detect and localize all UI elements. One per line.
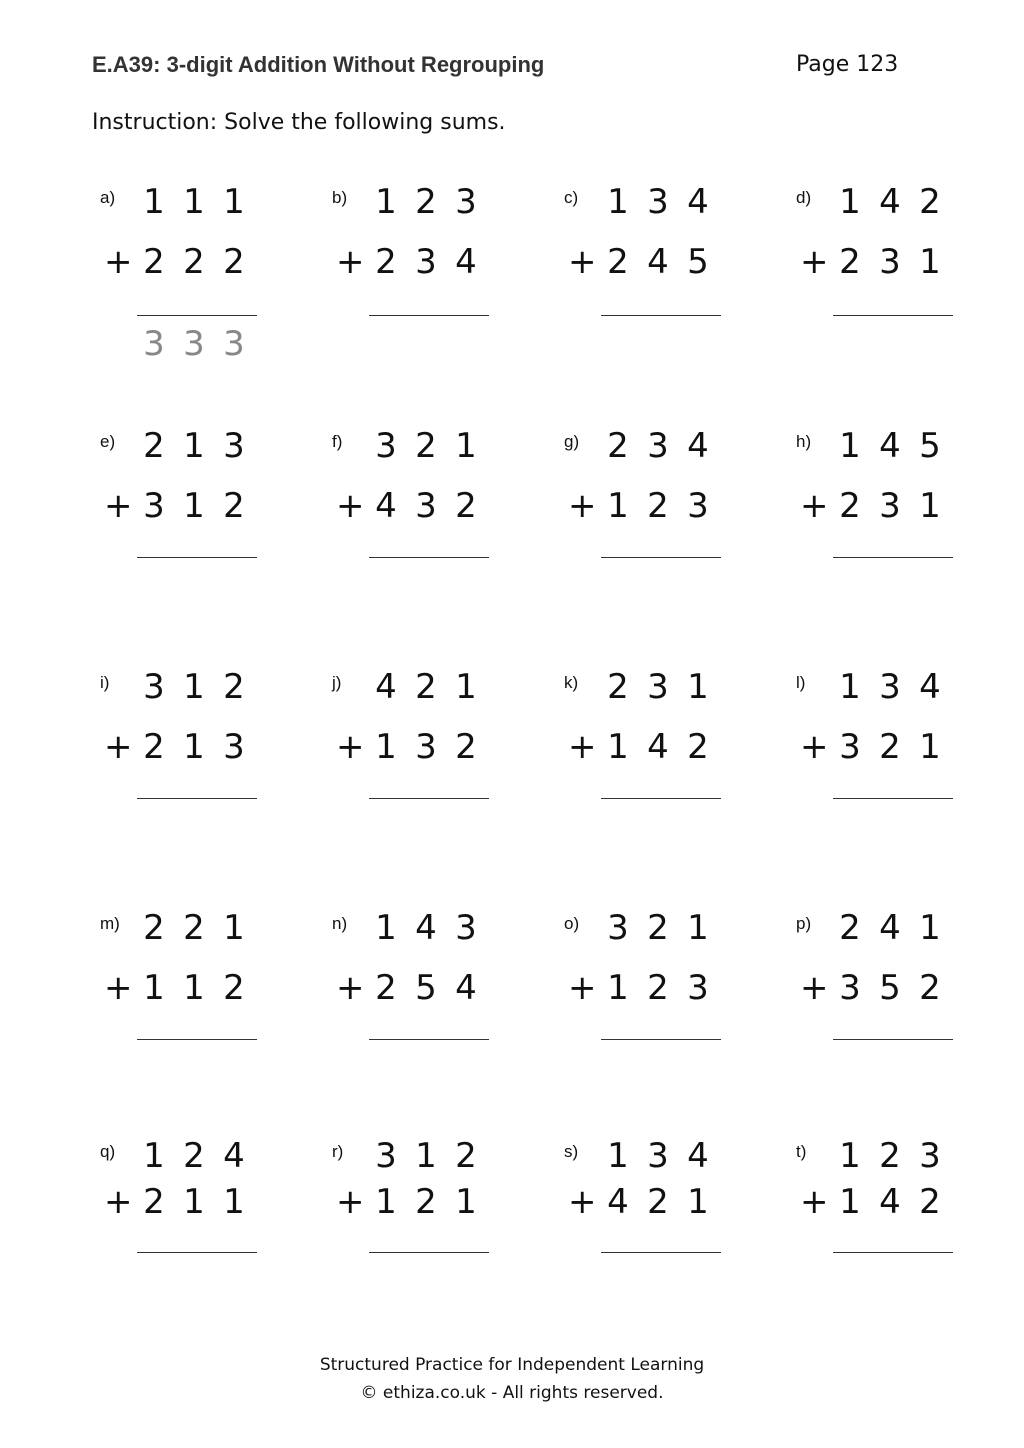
digit: 3 bbox=[375, 426, 397, 466]
answer-line bbox=[601, 798, 721, 799]
answer-line bbox=[137, 798, 257, 799]
digit: 1 bbox=[223, 1182, 245, 1222]
answer-line bbox=[833, 1252, 953, 1253]
digit: 3 bbox=[879, 242, 901, 282]
plus-sign: + bbox=[104, 727, 133, 767]
bottom-addend bbox=[564, 240, 724, 284]
plus-sign: + bbox=[568, 1182, 597, 1222]
bottom-addend bbox=[332, 240, 492, 284]
digit: 4 bbox=[687, 426, 709, 466]
digit: 3 bbox=[919, 1136, 941, 1176]
answer-line bbox=[137, 315, 257, 316]
digit: 1 bbox=[375, 908, 397, 948]
digit: 4 bbox=[647, 242, 669, 282]
digit: 3 bbox=[647, 182, 669, 222]
answer-line bbox=[601, 315, 721, 316]
digit: 2 bbox=[879, 727, 901, 767]
digit: 1 bbox=[839, 426, 861, 466]
problem-h bbox=[796, 426, 966, 584]
digit: 1 bbox=[183, 1182, 205, 1222]
digit: 2 bbox=[607, 242, 629, 282]
page-number: Page 123 bbox=[796, 52, 899, 77]
problem-n bbox=[332, 908, 502, 1066]
plus-sign: + bbox=[800, 242, 829, 282]
problem-g bbox=[564, 426, 734, 584]
digit: 4 bbox=[223, 1136, 245, 1176]
answer-line bbox=[369, 1252, 489, 1253]
digit: 3 bbox=[415, 727, 437, 767]
digit: 1 bbox=[455, 1182, 477, 1222]
digit: 3 bbox=[455, 182, 477, 222]
answer-line bbox=[369, 315, 489, 316]
problem-k bbox=[564, 667, 734, 825]
answer-line bbox=[369, 557, 489, 558]
problem-label: d) bbox=[796, 188, 812, 207]
problem-t bbox=[796, 1136, 966, 1294]
bottom-addend bbox=[332, 966, 492, 1010]
digit: 1 bbox=[455, 426, 477, 466]
problem-label: i) bbox=[100, 673, 110, 692]
digit: 1 bbox=[375, 182, 397, 222]
digit: 2 bbox=[919, 182, 941, 222]
bottom-addend bbox=[100, 725, 260, 769]
bottom-addend bbox=[100, 240, 260, 284]
digit: 2 bbox=[223, 486, 245, 526]
bottom-addend bbox=[332, 1180, 492, 1224]
digit: 4 bbox=[647, 727, 669, 767]
digit: 2 bbox=[647, 486, 669, 526]
digit: 4 bbox=[455, 968, 477, 1008]
problem-label: h) bbox=[796, 432, 812, 451]
answer-line bbox=[601, 557, 721, 558]
plus-sign: + bbox=[800, 968, 829, 1008]
top-addend bbox=[796, 1134, 956, 1178]
plus-sign: + bbox=[568, 968, 597, 1008]
problem-p bbox=[796, 908, 966, 1066]
problem-j bbox=[332, 667, 502, 825]
digit: 2 bbox=[607, 667, 629, 707]
answer-line bbox=[137, 1252, 257, 1253]
digit: 2 bbox=[455, 1136, 477, 1176]
top-addend bbox=[332, 180, 492, 224]
answer-line bbox=[601, 1252, 721, 1253]
top-addend bbox=[100, 1134, 260, 1178]
digit: 5 bbox=[687, 242, 709, 282]
digit: 1 bbox=[919, 908, 941, 948]
digit: 2 bbox=[143, 908, 165, 948]
digit: 3 bbox=[143, 667, 165, 707]
problem-label: g) bbox=[564, 432, 580, 451]
bottom-addend bbox=[564, 966, 724, 1010]
digit: 2 bbox=[143, 242, 165, 282]
digit: 5 bbox=[919, 426, 941, 466]
digit: 3 bbox=[879, 667, 901, 707]
plus-sign: + bbox=[568, 486, 597, 526]
digit: 3 bbox=[607, 908, 629, 948]
top-addend bbox=[100, 665, 260, 709]
digit: 1 bbox=[375, 1182, 397, 1222]
answer-line bbox=[369, 1039, 489, 1040]
problem-m bbox=[100, 908, 270, 1066]
plus-sign: + bbox=[104, 1182, 133, 1222]
top-addend bbox=[332, 665, 492, 709]
digit: 1 bbox=[183, 486, 205, 526]
plus-sign: + bbox=[800, 1182, 829, 1222]
plus-sign: + bbox=[336, 968, 365, 1008]
digit: 3 bbox=[223, 324, 245, 364]
digit: 2 bbox=[919, 968, 941, 1008]
digit: 2 bbox=[375, 968, 397, 1008]
digit: 3 bbox=[647, 1136, 669, 1176]
problem-label: j) bbox=[332, 673, 342, 692]
top-addend bbox=[100, 906, 260, 950]
digit: 1 bbox=[919, 486, 941, 526]
answer-line bbox=[833, 557, 953, 558]
top-addend bbox=[332, 906, 492, 950]
digit: 2 bbox=[647, 1182, 669, 1222]
digit: 1 bbox=[143, 968, 165, 1008]
digit: 1 bbox=[143, 182, 165, 222]
digit: 4 bbox=[687, 182, 709, 222]
digit: 2 bbox=[919, 1182, 941, 1222]
digit: 2 bbox=[183, 1136, 205, 1176]
bottom-addend bbox=[796, 725, 956, 769]
digit: 2 bbox=[143, 727, 165, 767]
top-addend bbox=[796, 424, 956, 468]
plus-sign: + bbox=[104, 968, 133, 1008]
digit: 2 bbox=[839, 486, 861, 526]
digit: 2 bbox=[415, 667, 437, 707]
digit: 3 bbox=[143, 486, 165, 526]
digit: 2 bbox=[839, 908, 861, 948]
bottom-addend bbox=[564, 725, 724, 769]
digit: 1 bbox=[919, 727, 941, 767]
digit: 2 bbox=[415, 426, 437, 466]
top-addend bbox=[564, 906, 724, 950]
problem-label: r) bbox=[332, 1142, 344, 1161]
plus-sign: + bbox=[336, 242, 365, 282]
answer-line bbox=[137, 1039, 257, 1040]
answer-line bbox=[137, 557, 257, 558]
bottom-addend bbox=[796, 240, 956, 284]
top-addend bbox=[564, 665, 724, 709]
bottom-addend bbox=[100, 1180, 260, 1224]
digit: 2 bbox=[415, 1182, 437, 1222]
problem-label: s) bbox=[564, 1142, 579, 1161]
problem-label: e) bbox=[100, 432, 116, 451]
digit: 3 bbox=[687, 486, 709, 526]
digit: 4 bbox=[879, 182, 901, 222]
digit: 1 bbox=[687, 908, 709, 948]
digit: 4 bbox=[687, 1136, 709, 1176]
digit: 1 bbox=[607, 182, 629, 222]
top-addend bbox=[100, 180, 260, 224]
digit: 1 bbox=[415, 1136, 437, 1176]
plus-sign: + bbox=[336, 727, 365, 767]
problem-label: l) bbox=[796, 673, 806, 692]
digit: 3 bbox=[183, 324, 205, 364]
digit: 2 bbox=[455, 486, 477, 526]
bottom-addend bbox=[564, 1180, 724, 1224]
bottom-addend bbox=[564, 484, 724, 528]
problem-l bbox=[796, 667, 966, 825]
digit: 4 bbox=[607, 1182, 629, 1222]
top-addend bbox=[100, 424, 260, 468]
digit: 1 bbox=[183, 426, 205, 466]
plus-sign: + bbox=[568, 727, 597, 767]
digit: 1 bbox=[687, 667, 709, 707]
digit: 1 bbox=[839, 667, 861, 707]
digit: 3 bbox=[223, 727, 245, 767]
digit: 3 bbox=[647, 426, 669, 466]
instruction-text: Instruction: Solve the following sums. bbox=[92, 110, 506, 135]
bottom-addend bbox=[796, 966, 956, 1010]
problem-label: c) bbox=[564, 188, 579, 207]
digit: 2 bbox=[647, 908, 669, 948]
digit: 1 bbox=[839, 1136, 861, 1176]
digit: 3 bbox=[839, 968, 861, 1008]
digit: 2 bbox=[415, 182, 437, 222]
digit: 2 bbox=[607, 426, 629, 466]
bottom-addend bbox=[796, 1180, 956, 1224]
bottom-addend bbox=[100, 484, 260, 528]
digit: 2 bbox=[143, 1182, 165, 1222]
problem-label: b) bbox=[332, 188, 348, 207]
problem-b bbox=[332, 182, 502, 340]
problem-o bbox=[564, 908, 734, 1066]
top-addend bbox=[564, 180, 724, 224]
digit: 2 bbox=[879, 1136, 901, 1176]
digit: 1 bbox=[607, 968, 629, 1008]
top-addend bbox=[796, 180, 956, 224]
digit: 1 bbox=[839, 1182, 861, 1222]
digit: 5 bbox=[415, 968, 437, 1008]
digit: 1 bbox=[839, 182, 861, 222]
digit: 3 bbox=[687, 968, 709, 1008]
digit: 3 bbox=[415, 486, 437, 526]
digit: 2 bbox=[183, 908, 205, 948]
plus-sign: + bbox=[336, 1182, 365, 1222]
problem-a bbox=[100, 182, 270, 364]
top-addend bbox=[796, 906, 956, 950]
digit: 2 bbox=[223, 968, 245, 1008]
digit: 3 bbox=[879, 486, 901, 526]
bottom-addend bbox=[796, 484, 956, 528]
digit: 2 bbox=[143, 426, 165, 466]
footer-copyright: © ethiza.co.uk - All rights reserved. bbox=[360, 1383, 664, 1403]
digit: 3 bbox=[223, 426, 245, 466]
problem-f bbox=[332, 426, 502, 584]
digit: 1 bbox=[183, 968, 205, 1008]
problem-label: f) bbox=[332, 432, 343, 451]
digit: 1 bbox=[183, 182, 205, 222]
digit: 1 bbox=[183, 727, 205, 767]
plus-sign: + bbox=[104, 242, 133, 282]
problem-label: o) bbox=[564, 914, 580, 933]
digit: 3 bbox=[839, 727, 861, 767]
problem-i bbox=[100, 667, 270, 825]
plus-sign: + bbox=[568, 242, 597, 282]
digit: 5 bbox=[879, 968, 901, 1008]
digit: 3 bbox=[415, 242, 437, 282]
digit: 4 bbox=[375, 486, 397, 526]
digit: 4 bbox=[879, 426, 901, 466]
digit: 2 bbox=[183, 242, 205, 282]
bottom-addend bbox=[332, 484, 492, 528]
answer-line bbox=[833, 798, 953, 799]
top-addend bbox=[332, 1134, 492, 1178]
digit: 1 bbox=[375, 727, 397, 767]
top-addend bbox=[564, 424, 724, 468]
plus-sign: + bbox=[800, 486, 829, 526]
digit: 1 bbox=[143, 1136, 165, 1176]
answer-line bbox=[369, 798, 489, 799]
digit: 3 bbox=[143, 324, 165, 364]
top-addend bbox=[564, 1134, 724, 1178]
digit: 1 bbox=[607, 727, 629, 767]
problem-label: m) bbox=[100, 914, 120, 933]
answer-line bbox=[833, 1039, 953, 1040]
digit: 2 bbox=[375, 242, 397, 282]
digit: 2 bbox=[223, 242, 245, 282]
digit: 2 bbox=[647, 968, 669, 1008]
digit: 4 bbox=[455, 242, 477, 282]
digit: 1 bbox=[183, 667, 205, 707]
problem-e bbox=[100, 426, 270, 584]
plus-sign: + bbox=[336, 486, 365, 526]
footer-tagline: Structured Practice for Independent Learning bbox=[319, 1355, 705, 1375]
problem-q bbox=[100, 1136, 270, 1294]
digit: 4 bbox=[375, 667, 397, 707]
digit: 2 bbox=[687, 727, 709, 767]
problem-label: t) bbox=[796, 1142, 807, 1161]
digit: 1 bbox=[687, 1182, 709, 1222]
problem-d bbox=[796, 182, 966, 340]
digit: 4 bbox=[919, 667, 941, 707]
digit: 4 bbox=[415, 908, 437, 948]
digit: 2 bbox=[455, 727, 477, 767]
problem-label: k) bbox=[564, 673, 579, 692]
digit: 1 bbox=[919, 242, 941, 282]
digit: 3 bbox=[455, 908, 477, 948]
bottom-addend bbox=[332, 725, 492, 769]
problem-c bbox=[564, 182, 734, 340]
digit: 3 bbox=[375, 1136, 397, 1176]
answer-example bbox=[100, 322, 260, 366]
bottom-addend bbox=[100, 966, 260, 1010]
digit: 2 bbox=[839, 242, 861, 282]
plus-sign: + bbox=[104, 486, 133, 526]
digit: 4 bbox=[879, 1182, 901, 1222]
digit: 1 bbox=[223, 908, 245, 948]
top-addend bbox=[332, 424, 492, 468]
plus-sign: + bbox=[800, 727, 829, 767]
problem-r bbox=[332, 1136, 502, 1294]
digit: 1 bbox=[607, 1136, 629, 1176]
problem-s bbox=[564, 1136, 734, 1294]
problem-label: a) bbox=[100, 188, 116, 207]
digit: 1 bbox=[455, 667, 477, 707]
top-addend bbox=[796, 665, 956, 709]
worksheet-title: E.A39: 3-digit Addition Without Regrouping bbox=[92, 52, 545, 77]
digit: 3 bbox=[647, 667, 669, 707]
problem-label: p) bbox=[796, 914, 812, 933]
digit: 1 bbox=[223, 182, 245, 222]
digit: 1 bbox=[607, 486, 629, 526]
problem-label: q) bbox=[100, 1142, 116, 1161]
answer-line bbox=[601, 1039, 721, 1040]
digit: 4 bbox=[879, 908, 901, 948]
digit: 2 bbox=[223, 667, 245, 707]
problem-label: n) bbox=[332, 914, 348, 933]
answer-line bbox=[833, 315, 953, 316]
